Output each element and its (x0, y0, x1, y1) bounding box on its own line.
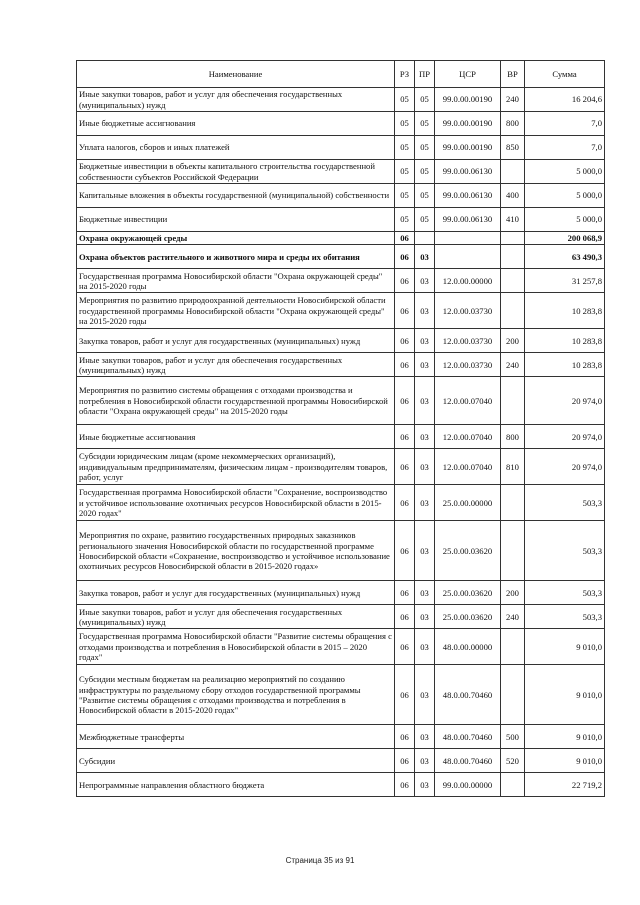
cell-csr (435, 232, 501, 245)
cell-csr: 99.0.00.00190 (435, 88, 501, 112)
cell-name: Бюджетные инвестиции в объекты капитального строительства государственной собственности субъектов Российской Федерации (77, 160, 395, 184)
cell-pr: 03 (415, 521, 435, 581)
cell-csr: 99.0.00.00190 (435, 112, 501, 136)
table-row (77, 208, 605, 232)
cell-sum: 5 000,0 (525, 184, 605, 208)
cell-sum: 16 204,6 (525, 88, 605, 112)
cell-vr (501, 521, 525, 581)
cell-csr: 12.0.00.03730 (435, 329, 501, 353)
cell-rz: 06 (395, 665, 415, 725)
cell-vr (501, 377, 525, 425)
cell-name: Иные бюджетные ассигнования (77, 425, 395, 449)
cell-sum: 7,0 (525, 136, 605, 160)
cell-sum: 20 974,0 (525, 449, 605, 485)
cell-sum: 503,3 (525, 485, 605, 521)
cell-sum: 20 974,0 (525, 377, 605, 425)
cell-name: Охрана объектов растительного и животного мира и среды их обитания (77, 245, 395, 269)
cell-pr: 03 (415, 485, 435, 521)
cell-name: Иные бюджетные ассигнования (77, 112, 395, 136)
cell-csr: 99.0.00.06130 (435, 160, 501, 184)
cell-csr: 48.0.00.00000 (435, 629, 501, 665)
cell-rz: 06 (395, 581, 415, 605)
cell-vr (501, 160, 525, 184)
column-header-sum: Сумма (525, 61, 605, 88)
cell-csr: 25.0.00.03620 (435, 605, 501, 629)
cell-vr (501, 245, 525, 269)
table-row (77, 112, 605, 136)
cell-csr: 12.0.00.07040 (435, 425, 501, 449)
cell-pr: 05 (415, 160, 435, 184)
table-body (77, 88, 605, 797)
cell-rz: 06 (395, 425, 415, 449)
table-header-row (77, 61, 605, 88)
cell-vr: 400 (501, 184, 525, 208)
cell-name: Мероприятия по развитию системы обращения с отходами производства и потребления в Новосибирской области государственной программы Новосибирской области "Охрана окружающей среды" на 2015-2020 годы (77, 377, 395, 425)
cell-sum: 31 257,8 (525, 269, 605, 293)
cell-vr: 500 (501, 725, 525, 749)
cell-rz: 06 (395, 377, 415, 425)
cell-csr: 12.0.00.03730 (435, 353, 501, 377)
cell-csr: 12.0.00.07040 (435, 377, 501, 425)
cell-pr: 05 (415, 184, 435, 208)
cell-rz: 06 (395, 521, 415, 581)
cell-csr: 99.0.00.00190 (435, 136, 501, 160)
budget-table (76, 60, 605, 797)
cell-name: Субсидии местным бюджетам на реализацию мероприятий по созданию инфраструктуры по раздельному сбору отходов государственной программы "Развитие системы обращения с отходами производства и потребления в Новосибирской области в 2015-2020 годах" (77, 665, 395, 725)
cell-pr: 05 (415, 112, 435, 136)
cell-rz: 06 (395, 485, 415, 521)
table-row (77, 449, 605, 485)
cell-rz: 05 (395, 208, 415, 232)
cell-pr: 05 (415, 208, 435, 232)
cell-csr (435, 245, 501, 269)
table-row (77, 377, 605, 425)
column-header-pr: ПР (415, 61, 435, 88)
cell-sum: 20 974,0 (525, 425, 605, 449)
cell-name: Уплата налогов, сборов и иных платежей (77, 136, 395, 160)
cell-rz: 06 (395, 269, 415, 293)
cell-pr: 03 (415, 581, 435, 605)
cell-pr (415, 232, 435, 245)
table-row (77, 521, 605, 581)
cell-name: Субсидии (77, 749, 395, 773)
cell-sum: 5 000,0 (525, 160, 605, 184)
cell-pr: 03 (415, 773, 435, 797)
cell-sum: 9 010,0 (525, 665, 605, 725)
cell-csr: 12.0.00.00000 (435, 269, 501, 293)
table-row (77, 293, 605, 329)
cell-name: Государственная программа Новосибирской области "Сохранение, воспроизводство и устойчивое использование охотничьих ресурсов Новосибирской области в 2015-2020 годах" (77, 485, 395, 521)
page-number: Страница 35 из 91 (285, 856, 355, 865)
cell-csr: 12.0.00.03730 (435, 293, 501, 329)
cell-pr: 03 (415, 605, 435, 629)
cell-csr: 48.0.00.70460 (435, 749, 501, 773)
cell-rz: 06 (395, 329, 415, 353)
cell-pr: 03 (415, 629, 435, 665)
cell-vr (501, 269, 525, 293)
cell-name: Закупка товаров, работ и услуг для государственных (муниципальных) нужд (77, 329, 395, 353)
cell-name: Иные закупки товаров, работ и услуг для обеспечения государственных (муниципальных) нужд (77, 353, 395, 377)
cell-vr (501, 485, 525, 521)
table-row (77, 245, 605, 269)
column-header-csr: ЦСР (435, 61, 501, 88)
cell-rz: 06 (395, 725, 415, 749)
cell-name: Непрограммные направления областного бюджета (77, 773, 395, 797)
table-row (77, 425, 605, 449)
cell-pr: 03 (415, 293, 435, 329)
cell-rz: 05 (395, 136, 415, 160)
cell-rz: 05 (395, 160, 415, 184)
table-row (77, 581, 605, 605)
table-row (77, 269, 605, 293)
cell-csr: 12.0.00.07040 (435, 449, 501, 485)
cell-name: Капитальные вложения в объекты государственной (муниципальной) собственности (77, 184, 395, 208)
cell-rz: 06 (395, 293, 415, 329)
cell-rz: 06 (395, 605, 415, 629)
column-header-vr: ВР (501, 61, 525, 88)
cell-name: Межбюджетные трансферты (77, 725, 395, 749)
column-header-name: Наименование (77, 61, 395, 88)
cell-name: Государственная программа Новосибирской области "Развитие системы обращения с отходами производства и потребления в Новосибирской области в 2015 – 2020 годах" (77, 629, 395, 665)
cell-csr: 99.0.00.06130 (435, 184, 501, 208)
cell-rz: 06 (395, 353, 415, 377)
cell-vr: 410 (501, 208, 525, 232)
cell-vr: 800 (501, 112, 525, 136)
cell-pr: 03 (415, 353, 435, 377)
cell-vr: 200 (501, 329, 525, 353)
column-header-rz: РЗ (395, 61, 415, 88)
table-row (77, 749, 605, 773)
cell-pr: 03 (415, 725, 435, 749)
table-row (77, 160, 605, 184)
table-row (77, 136, 605, 160)
cell-sum: 10 283,8 (525, 293, 605, 329)
table-row (77, 629, 605, 665)
table-row (77, 485, 605, 521)
cell-pr: 03 (415, 749, 435, 773)
cell-name: Иные закупки товаров, работ и услуг для обеспечения государственных (муниципальных) нужд (77, 605, 395, 629)
table-row (77, 232, 605, 245)
cell-sum: 10 283,8 (525, 329, 605, 353)
table-row (77, 605, 605, 629)
cell-name: Государственная программа Новосибирской области "Охрана окружающей среды" на 2015-2020 годы (77, 269, 395, 293)
cell-sum: 9 010,0 (525, 749, 605, 773)
cell-vr: 200 (501, 581, 525, 605)
cell-pr: 03 (415, 449, 435, 485)
cell-pr: 03 (415, 329, 435, 353)
cell-vr: 520 (501, 749, 525, 773)
cell-sum: 503,3 (525, 521, 605, 581)
cell-rz: 05 (395, 184, 415, 208)
cell-csr: 25.0.00.03620 (435, 521, 501, 581)
cell-rz: 06 (395, 773, 415, 797)
cell-rz: 06 (395, 232, 415, 245)
cell-pr: 03 (415, 665, 435, 725)
cell-pr: 03 (415, 269, 435, 293)
table-row (77, 725, 605, 749)
cell-vr: 850 (501, 136, 525, 160)
cell-pr: 03 (415, 377, 435, 425)
cell-sum: 5 000,0 (525, 208, 605, 232)
table-row (77, 665, 605, 725)
cell-vr (501, 629, 525, 665)
cell-name: Мероприятия по охране, развитию государственных природных заказников регионального значения Новосибирской области по государственной программе Новосибирской области «Сохранение, воспроизводство и устойчивое использование охотничьих ресурсов Новосибирской области в 2015-2020 годах» (77, 521, 395, 581)
cell-name: Иные закупки товаров, работ и услуг для обеспечения государственных (муниципальных) нужд (77, 88, 395, 112)
cell-name: Мероприятия по развитию природоохранной деятельности Новосибирской области государственной программы Новосибирской области "Охрана окружающей среды" на 2015-2020 годы (77, 293, 395, 329)
cell-vr (501, 665, 525, 725)
table-row (77, 329, 605, 353)
cell-vr: 240 (501, 88, 525, 112)
cell-rz: 06 (395, 245, 415, 269)
cell-name: Субсидии юридическим лицам (кроме некоммерческих организаций), индивидуальным предпринимателям, физическим лицам - производителям товаров, работ, услуг (77, 449, 395, 485)
cell-vr: 800 (501, 425, 525, 449)
cell-csr: 99.0.00.06130 (435, 208, 501, 232)
cell-sum: 503,3 (525, 581, 605, 605)
cell-rz: 06 (395, 749, 415, 773)
cell-name: Охрана окружающей среды (77, 232, 395, 245)
cell-pr: 03 (415, 425, 435, 449)
cell-pr: 05 (415, 136, 435, 160)
cell-pr: 03 (415, 245, 435, 269)
table-row (77, 88, 605, 112)
cell-sum: 22 719,2 (525, 773, 605, 797)
cell-pr: 05 (415, 88, 435, 112)
cell-rz: 05 (395, 88, 415, 112)
cell-vr (501, 773, 525, 797)
cell-name: Закупка товаров, работ и услуг для государственных (муниципальных) нужд (77, 581, 395, 605)
cell-rz: 05 (395, 112, 415, 136)
cell-sum: 9 010,0 (525, 629, 605, 665)
cell-sum: 503,3 (525, 605, 605, 629)
cell-vr (501, 293, 525, 329)
cell-sum: 63 490,3 (525, 245, 605, 269)
cell-name: Бюджетные инвестиции (77, 208, 395, 232)
cell-sum: 200 068,9 (525, 232, 605, 245)
cell-csr: 48.0.00.70460 (435, 665, 501, 725)
cell-vr: 810 (501, 449, 525, 485)
cell-csr: 25.0.00.03620 (435, 581, 501, 605)
cell-csr: 48.0.00.70460 (435, 725, 501, 749)
cell-vr: 240 (501, 605, 525, 629)
cell-rz: 06 (395, 449, 415, 485)
cell-vr: 240 (501, 353, 525, 377)
cell-rz: 06 (395, 629, 415, 665)
table-row (77, 773, 605, 797)
cell-sum: 10 283,8 (525, 353, 605, 377)
cell-vr (501, 232, 525, 245)
cell-csr: 25.0.00.00000 (435, 485, 501, 521)
cell-csr: 99.0.00.00000 (435, 773, 501, 797)
cell-sum: 9 010,0 (525, 725, 605, 749)
table-row (77, 353, 605, 377)
table-row (77, 184, 605, 208)
cell-sum: 7,0 (525, 112, 605, 136)
